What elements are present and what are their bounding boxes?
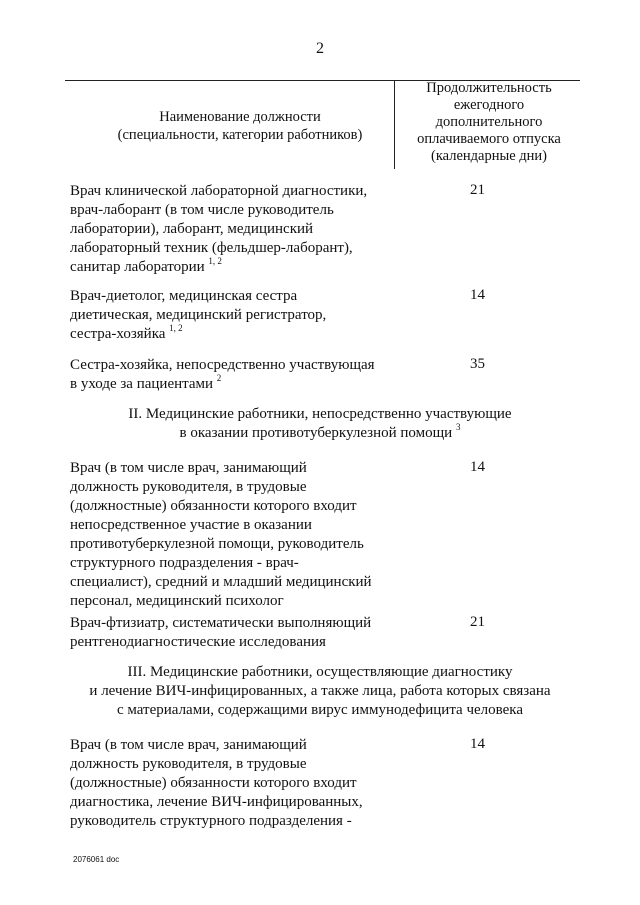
- position-text: рентгенодиагностические исследования: [70, 634, 326, 650]
- vacation-days: 21: [470, 614, 485, 630]
- header-column-divider: [394, 81, 395, 169]
- footnote-ref: 1, 2: [169, 323, 183, 333]
- table-row: [70, 356, 375, 394]
- column-header-line: Продолжительность: [426, 80, 552, 96]
- vacation-days: 35: [470, 356, 485, 372]
- section-heading: [0, 663, 640, 720]
- footnote-ref: 3: [455, 422, 461, 432]
- footnote-ref: 2: [216, 373, 222, 383]
- column-header-line: (календарные дни): [431, 148, 547, 164]
- column-header-line: ежегодного: [453, 97, 525, 113]
- position-text: Врач (в том числе врач, занимающий: [70, 460, 307, 476]
- table-row: [70, 614, 371, 652]
- section-heading-line: и лечение ВИЧ-инфицированных, а также лица, работа которых связана: [89, 683, 551, 699]
- document-footer-code: 2076061 doc: [73, 855, 120, 864]
- section-heading-line: с материалами, содержащими вирус иммунодефицита человека: [116, 702, 524, 718]
- column-header-line: оплачиваемого отпуска: [417, 131, 561, 147]
- position-text: диетическая, медицинский регистратор,: [70, 307, 327, 323]
- column-header-position: [90, 108, 390, 144]
- column-header-duration: [398, 80, 580, 165]
- footnote-ref: 1, 2: [208, 256, 222, 266]
- section-heading-line: III. Медицинские работники, осуществляющие диагностику: [127, 664, 513, 680]
- table-row: [70, 182, 367, 277]
- position-text: должность руководителя, в трудовые: [70, 756, 307, 772]
- section-heading-line: II. Медицинские работники, непосредственно участвующие: [128, 406, 512, 422]
- vacation-days: 14: [470, 736, 485, 752]
- page-number: 2: [316, 40, 324, 57]
- position-text: специалист), средний и младший медицинский: [70, 574, 372, 590]
- position-text: противотуберкулезной помощи, руководитель: [70, 536, 364, 552]
- position-text: Врач-диетолог, медицинская сестра: [70, 288, 298, 304]
- position-text: (должностные) обязанности которого входит: [70, 498, 357, 514]
- position-text: Врач-фтизиатр, систематически выполняющий: [70, 615, 372, 631]
- column-header-line: Наименование должности: [159, 109, 321, 125]
- table-row: [70, 287, 326, 344]
- vacation-days: 21: [470, 182, 485, 198]
- table-row: [70, 736, 363, 831]
- position-text: врач-лаборант (в том числе руководитель: [70, 202, 334, 218]
- position-text: лабораторный техник (фельдшер-лаборант),: [70, 240, 353, 256]
- position-text: Сестра-хозяйка, непосредственно участвующая: [70, 357, 375, 373]
- position-text: санитар лаборатории $^{1, 2}$: [70, 256, 222, 275]
- position-text: лаборатории), лаборант, медицинский: [70, 221, 314, 237]
- section-heading-line: в оказании противотуберкулезной помощи $^3$: [179, 422, 461, 441]
- position-text: структурного подразделения - врач-: [70, 555, 299, 571]
- position-text: руководитель структурного подразделения -: [70, 813, 352, 829]
- column-header-line: дополнительного: [435, 114, 543, 130]
- position-text: должность руководителя, в трудовые: [70, 479, 307, 495]
- vacation-days: 14: [470, 459, 485, 475]
- position-text: персонал, медицинский психолог: [70, 593, 284, 609]
- section-heading: [0, 405, 640, 443]
- position-text: сестра-хозяйка $^{1, 2}$: [70, 323, 183, 342]
- vacation-days: 14: [470, 287, 485, 303]
- position-text: Врач (в том числе врач, занимающий: [70, 737, 307, 753]
- position-text: непосредственное участие в оказании: [70, 517, 312, 533]
- position-text: в уходе за пациентами $^2$: [70, 373, 222, 392]
- table-row: [70, 459, 372, 611]
- position-text: (должностные) обязанности которого входит: [70, 775, 357, 791]
- position-text: диагностика, лечение ВИЧ-инфицированных,: [70, 794, 363, 810]
- position-text: Врач клинической лабораторной диагностики,: [70, 183, 368, 199]
- column-header-line: (специальности, категории работников): [117, 127, 363, 143]
